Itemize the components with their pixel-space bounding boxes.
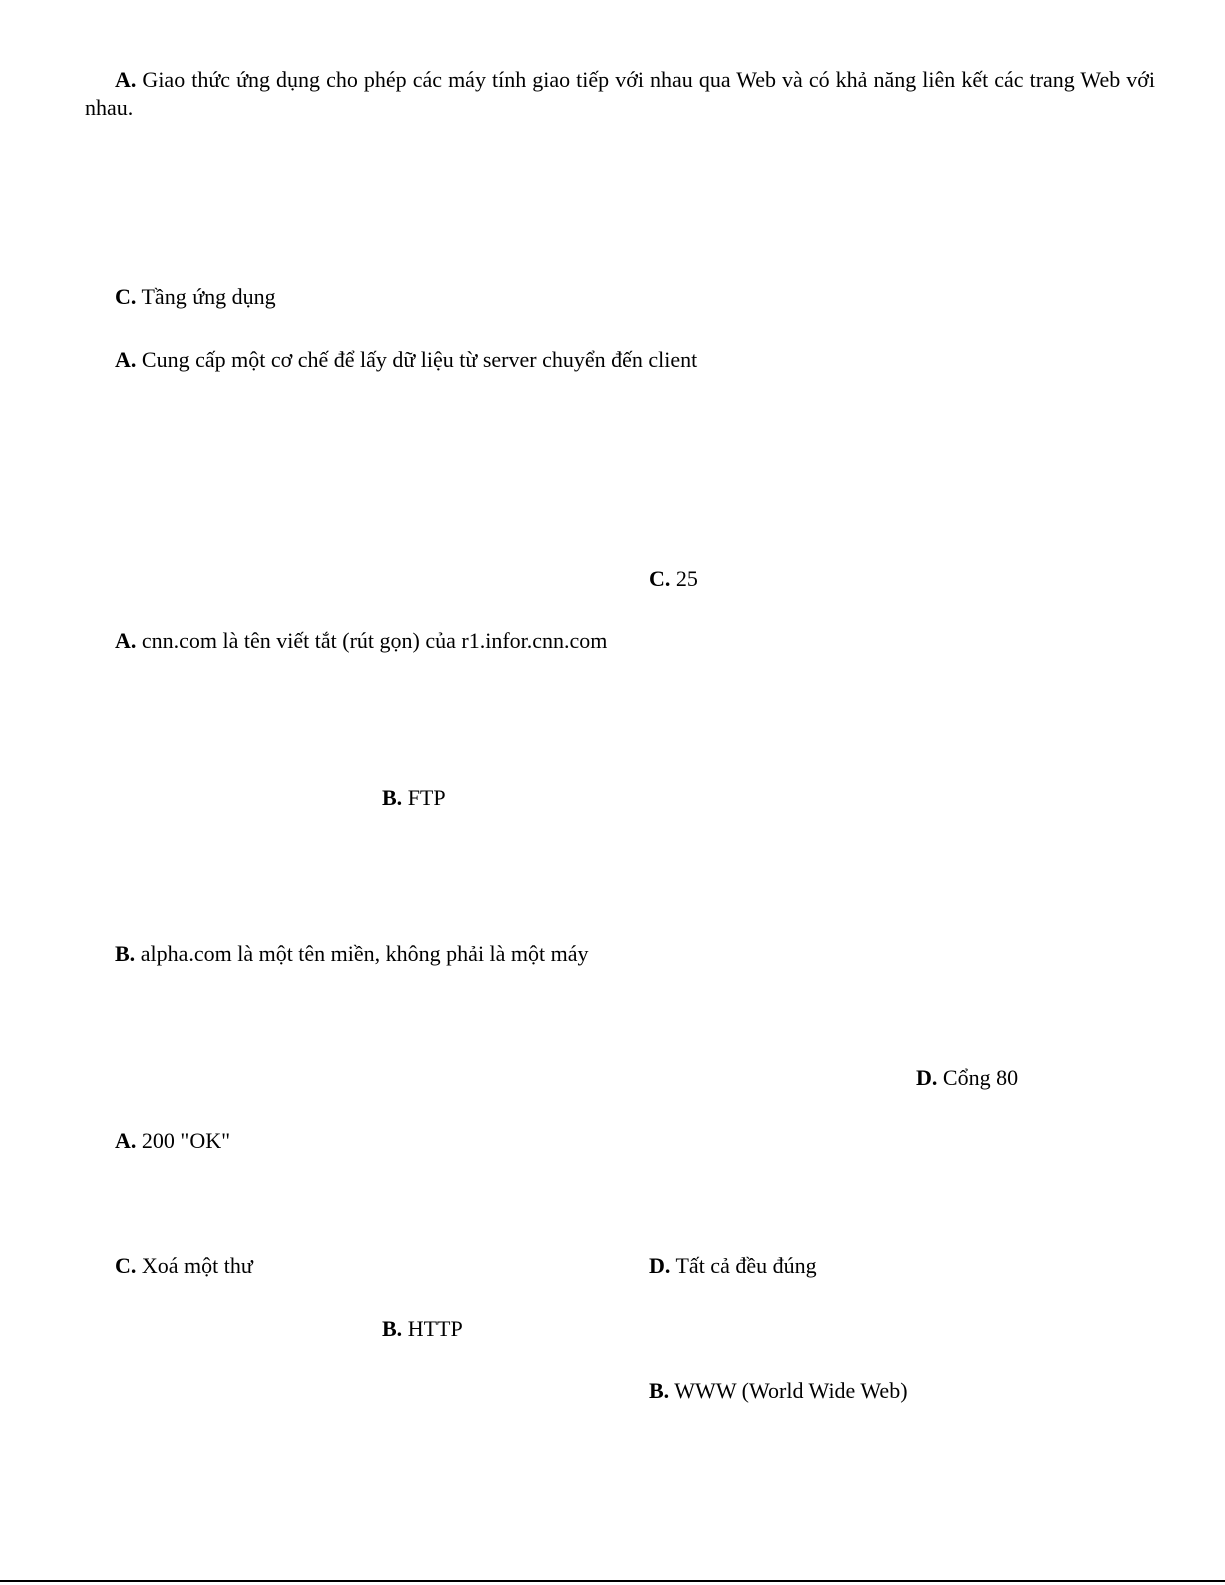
option-text: Giao thức ứng dụng cho phép các máy tính giao tiếp với nhau qua Web và có khả năng liên kết các trang Web với nhau. (85, 67, 1155, 120)
answer-option-3 (115, 346, 697, 374)
option-letter: B. (382, 1316, 403, 1341)
option-letter: D. (649, 1253, 671, 1278)
option-letter: A. (115, 1128, 137, 1153)
option-letter: A. (115, 67, 137, 92)
option-letter: C. (115, 1253, 137, 1278)
answer-option-8 (916, 1064, 1018, 1092)
option-text: HTTP (402, 1316, 463, 1341)
answer-option-13 (649, 1377, 908, 1405)
option-text: FTP (402, 785, 446, 810)
option-letter: A. (115, 628, 137, 653)
answer-option-2 (115, 283, 276, 311)
option-letter: D. (916, 1065, 938, 1090)
answer-option-9 (115, 1127, 230, 1155)
answer-option-5 (115, 627, 607, 655)
answer-option-7 (115, 940, 589, 968)
option-text: Cung cấp một cơ chế để lấy dữ liệu từ server chuyển đến client (136, 347, 698, 372)
option-text: Tất cả đều đúng (670, 1253, 817, 1278)
answer-option-4 (649, 565, 698, 593)
option-text: 200 "OK" (136, 1128, 231, 1153)
option-letter: B. (115, 941, 136, 966)
option-letter: B. (382, 785, 403, 810)
option-text: cnn.com là tên viết tắt (rút gọn) của r1.infor.cnn.com (136, 628, 608, 653)
answer-option-10 (115, 1252, 253, 1280)
option-text: alpha.com là một tên miền, không phải là một máy (135, 941, 589, 966)
option-text: Cổng 80 (937, 1065, 1019, 1090)
option-letter: C. (115, 284, 137, 309)
option-text: Xoá một thư (136, 1253, 253, 1278)
option-letter: A. (115, 347, 137, 372)
answer-option-11 (649, 1252, 817, 1280)
option-text: WWW (World Wide Web) (669, 1378, 908, 1403)
page-bottom-rule (0, 1580, 1225, 1582)
option-letter: B. (649, 1378, 670, 1403)
answer-option-6 (382, 784, 446, 812)
answer-option-12 (382, 1315, 463, 1343)
option-text: 25 (670, 566, 698, 591)
answer-option-1 (85, 66, 1155, 122)
option-text: Tầng ứng dụng (136, 284, 276, 309)
option-letter: C. (649, 566, 671, 591)
